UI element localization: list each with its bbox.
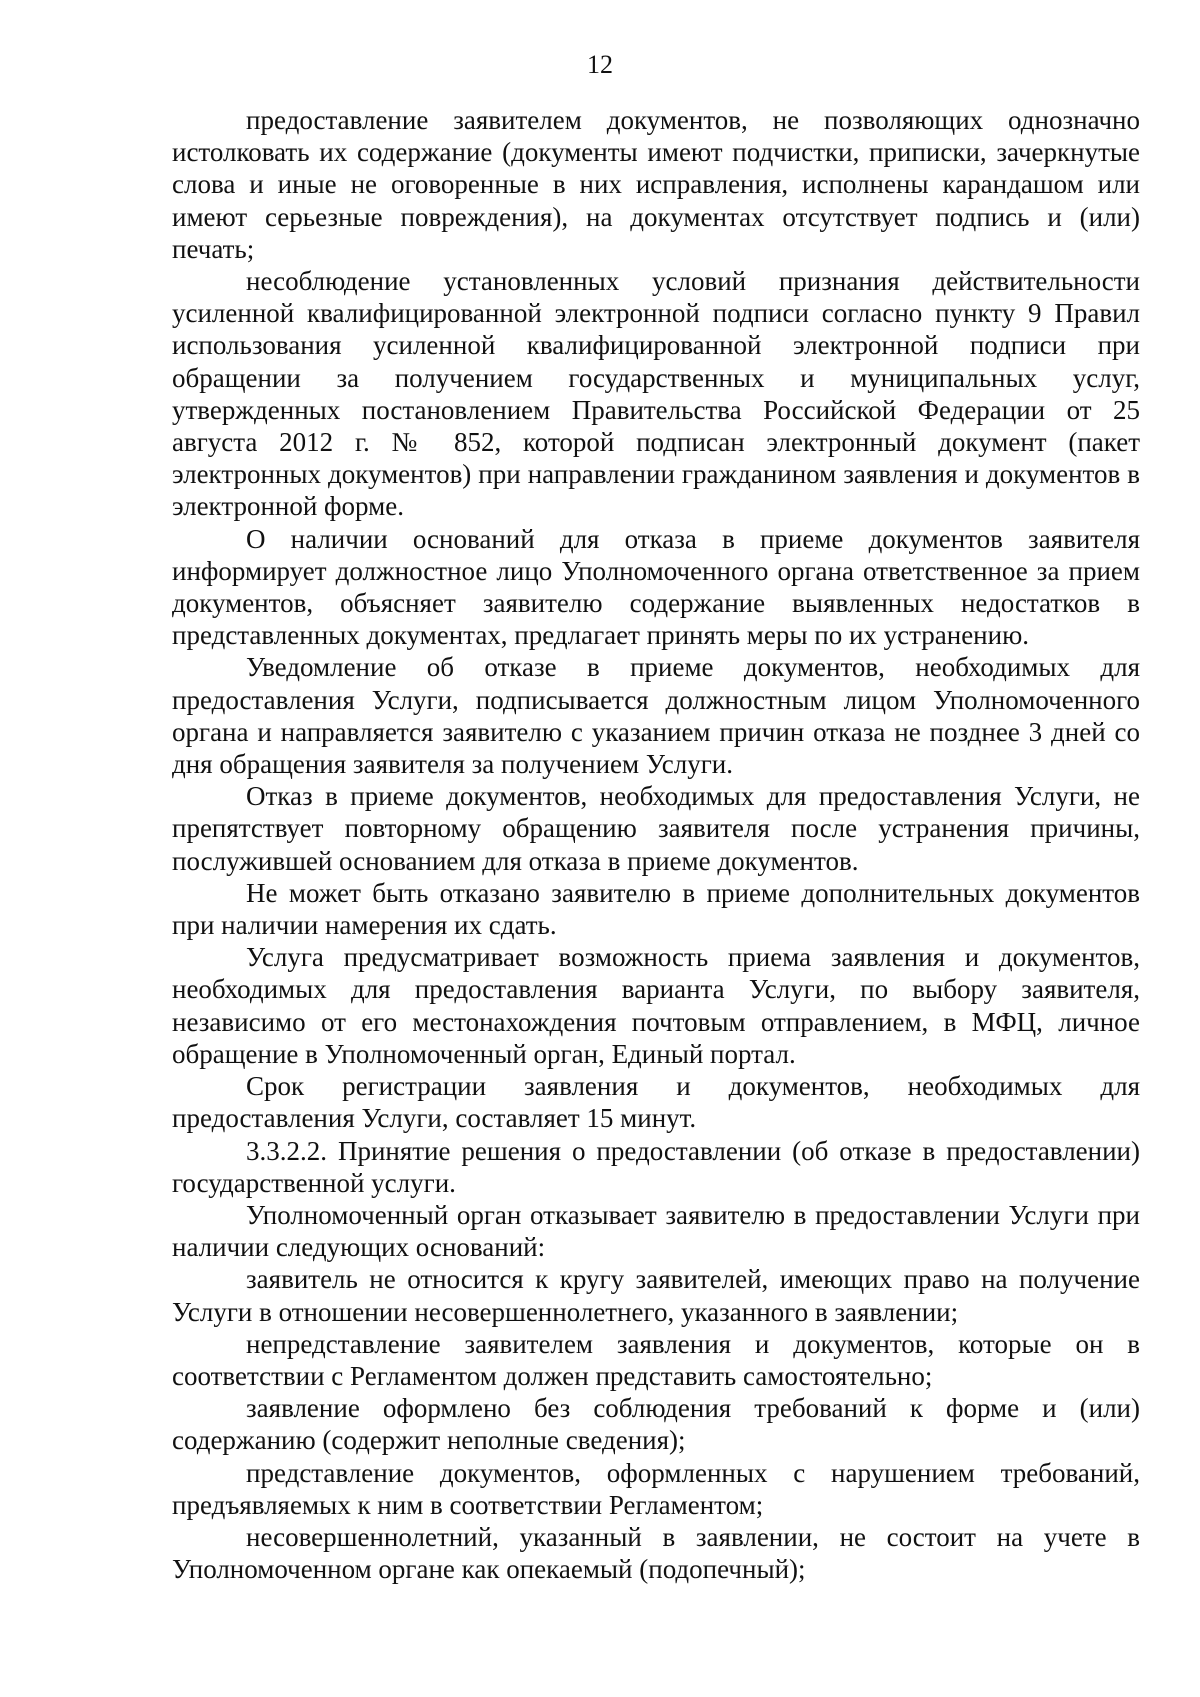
paragraph: предоставление заявителем документов, не позволяющих однозначно истолковать их содержание (документы имеют подчистки, приписки, зачеркнутые слова и иные не оговоренные в них исправления, исполнены карандашом или имеют серьезные повреждения), на документах отсутствует подпись и (или) печать; [172, 105, 1140, 264]
paragraph: Срок регистрации заявления и документов, необходимых для предоставления Услуги, составляет 15 минут. [172, 1071, 1140, 1134]
list-item: несовершеннолетний, указанный в заявлении, не состоит на учете в Уполномоченном органе как опекаемый (подопечный); [172, 1521, 1140, 1585]
paragraph: несоблюдение установленных условий признания действительности усиленной квалифицированной электронной подписи согласно пункту 9 Правил использования усиленной квалифицированной электронной подписи при обращении за получением государственных и муниципальных услуг, утвержденных постановлением Правительства Российской Федерации от 25 августа 2012 г. № 852, которой подписан электронный документ (пакет электронных документов) при направлении гражданином заявления и документов в электронной форме. [172, 266, 1140, 522]
paragraph: Уполномоченный орган отказывает заявителю в предоставлении Услуги при наличии следующих оснований: [172, 1199, 1140, 1263]
paragraph: Не может быть отказано заявителю в приеме дополнительных документов при наличии намерения их сдать. [172, 877, 1140, 941]
list-item: заявление оформлено без соблюдения требований к форме и (или) содержанию (содержит неполные сведения); [172, 1393, 1140, 1456]
list-item: заявитель не относится к кругу заявителей, имеющих право на получение Услуги в отношении несовершеннолетнего, указанного в заявлении; [172, 1264, 1140, 1327]
section-heading: 3.3.2.2. Принятие решения о предоставлении (об отказе в предоставлении) государственной услуги. [172, 1135, 1140, 1198]
list-item: представление документов, оформленных с нарушением требований, предъявляемых к ним в соответствии Регламентом; [172, 1457, 1140, 1520]
paragraph: Услуга предусматривает возможность приема заявления и документов, необходимых для предоставления варианта Услуги, по выбору заявителя, независимо от его местонахождения почтовым отправлением, в МФЦ, личное обращение в Уполномоченный орган, Единый портал. [172, 942, 1140, 1069]
page-number: 12 [587, 50, 613, 79]
document-body [172, 104, 1140, 1585]
paragraph: Отказ в приеме документов, необходимых для предоставления Услуги, не препятствует повторному обращению заявителя после устранения причины, послужившей основанием для отказа в приеме документов. [172, 781, 1140, 876]
paragraph: О наличии оснований для отказа в приеме документов заявителя информирует должностное лицо Уполномоченного органа ответственное за прием документов, объясняет заявителю содержание выявленных недостатков в представленных документах, предлагает принять меры по их устранению. [172, 523, 1140, 651]
list-item: непредставление заявителем заявления и документов, которые он в соответствии с Регламентом должен представить самостоятельно; [172, 1328, 1140, 1391]
paragraph: Уведомление об отказе в приеме документов, необходимых для предоставления Услуги, подписывается должностным лицом Уполномоченного органа и направляется заявителю с указанием причин отказа не позднее 3 дней со дня обращения заявителя за получением Услуги. [172, 652, 1140, 780]
